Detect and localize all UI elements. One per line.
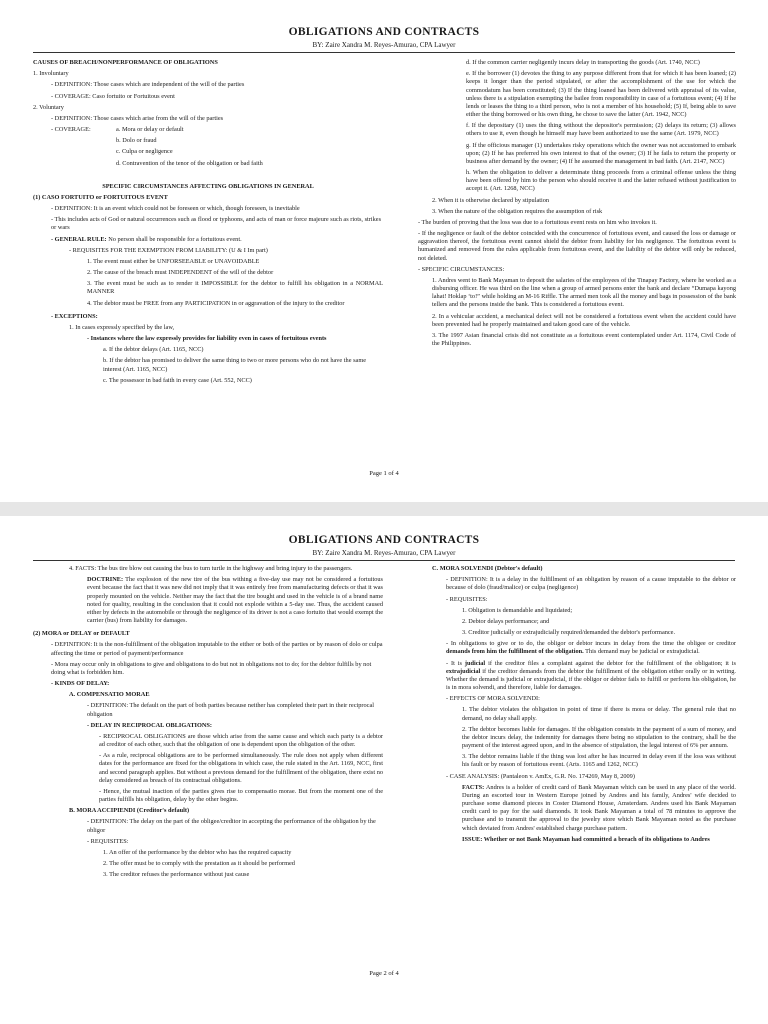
subheading: - SPECIFIC CIRCUMSTANCES: [418,265,505,273]
paragraph: - DEFINITION: Those cases which arise from the will of the parties [51,114,224,122]
paragraph: - Hence, the mutual inaction of the parties gives rise to compensatio morae. But from the moment one of the parties fulfills his obligation, delay by the other begins. [99,787,383,804]
list-item: 1. The debtor violates the obligation in point of time if there is mora or delay. The general rule that no demand, no delay shall apply. [462,706,736,722]
text: - In obligations to give or to do, the obligor or debtor incurs in delay from the time the obligee or creditor [446,640,736,648]
text: if the creditor files a complaint against the debtor for the fulfillment of the obligation; it is [485,659,737,667]
paragraph [418,640,736,656]
paragraph: - DEFINITION: It is a delay in the fulfillment of an obligation by reason of a cause imputable to the debtor or because of dolo (fraud/malice) or culpa (negligence) [446,576,736,592]
coverage-row [33,126,383,134]
paragraph: - REQUISITES: [87,837,129,845]
paragraph: - If the negligence or fault of the debtor coincided with the concurrence of fortuitous event, and caused the loss or damage or aggravation thereof, the fortuitous event cannot shield the debtor from liability for his negligence. The fortuitous event is humanized and removed from the rules applicable from fortuitous event, and the liability of the debtor will only be reduced, not deleted. [418,230,736,262]
heading: CAUSES OF BREACH/NONPERFORMANCE OF OBLIGATIONS [33,59,218,66]
facts-paragraph [418,784,736,833]
issue-paragraph: ISSUE: Whether or not Bank Mayaman had committed a breach of its obligations to Andres [462,835,710,843]
label: - GENERAL RULE: [51,235,107,243]
label: FACTS: [462,783,485,791]
list-item: 1. Obligation is demandable and liquidated; [462,606,573,614]
subheading: A. COMPENSATIO MORAE [69,691,150,699]
page-2-left-column [33,565,383,880]
paragraph: - COVERAGE: Caso fortuito or Fortuitous event [51,92,175,100]
label: DOCTRINE: [87,576,124,584]
page-number: Page 1 of 4 [369,470,399,477]
list-item: 2. In a vehicular accident, a mechanical defect will not be considered a fortuitous event when the accident could have been prevented had he properly maintained and taken good care of the vehicle. [432,312,736,328]
document-title: OBLIGATIONS AND CONTRACTS [288,534,480,546]
paragraph [33,236,383,244]
paragraph: - REQUISITES: [446,595,488,603]
paragraph: - DEFINITION: The delay on the part of the obligee/creditor in accepting the performance of the obligation by the obligor [87,818,376,834]
list-item: f. If the depositary (1) uses the thing without the depositor's permission; (2) delays its return; (3) allows others to use it, even though he himself may have been authorized to use the same (Art. 1979, NCC) [466,122,736,138]
subheading: C. MORA SOLVENDI (Debtor's default) [432,565,543,572]
emphasis: judicial [464,659,486,667]
page-number: Page 2 of 4 [369,970,399,977]
paragraph: - EFFECTS OF MORA SOLVENDI: [446,695,540,703]
subheading: B. MORA ACCIPIENDI (Creditor's default) [69,807,190,815]
text: Andres is a holder of credit card of Bank Mayaman which can be used in any place of the world. During an escorted tour in Western Europe joined by Andres and his family, Andres' wife decided to purchase some diamond pieces in Coster Diamond House, Amsterdam. Andres used his Bank Mayaman credit card to pay for the said diamonds. It took Bank Mayaman a total of 78 minutes to approve the purchase and to transmit the approval to the jewelry store which Bank Mayaman noted as the purchase which deviated from Andres' established charge purchase pattern. [462,783,736,832]
list-item: 3. The debtor remains liable if the thing was lost after he has incurred in delay even if the loss was without his fault or by reason of fortuitous event. (Arts. 1165 and 1262, NCC) [462,753,736,769]
subheading: - DELAY IN RECIPROCAL OBLIGATIONS: [87,721,213,729]
header-rule [33,560,735,561]
label: - COVERAGE: [51,126,91,134]
paragraph: - DEFINITION: It is the non-fulfillment of the obligation imputable to the either or both of the parties or by reason of dolo or culpa affecting the time or period of payment/performance [51,641,383,657]
paragraph: - DEFINITION: The default on the part of both parties because neither has completed their part in their reciprocal obligation [87,702,374,718]
list-item: 3. The event must be such as to render it IMPOSSIBLE for the debtor to fulfill his obligation in a NORMAL MANNER [87,280,383,296]
list-item: 2. The debtor becomes liable for damages. If the obligation consists in the payment of a sum of money, and the debtor incurs delay, the indemnity for damages there being no stipulation to the contrary, shall be the payment of the interest agreed upon, and in the absence of stipulation, the legal interest of 6% per annum. [462,725,736,750]
list-item: a. If the debtor delays (Art. 1165, NCC) [103,346,204,354]
list-item: a. Mora or delay or default [116,126,184,134]
paragraph: - DEFINITION: Those cases which are independent of the will of the parties [51,81,245,89]
text: This demand may be judicial or extrajudicial. [583,648,700,656]
header-rule [33,52,735,53]
emphasis: demands from him the fulfillment of the obligation. [446,648,584,656]
paragraph: - REQUISITES FOR THE EXEMPTION FROM LIABILITY: (U & I Im part) [69,246,268,254]
list-item: 3. The 1997 Asian financial crisis did not constitute as a fortuitous event contemplated under Art. 1174, Civil Code of the Philippines. [432,331,736,348]
paragraph [418,660,736,693]
page-1-right-column [418,59,736,348]
paragraph: - Instances where the law expressly provides for liability even in cases of fortuitous events [87,335,327,343]
paragraph: - Mora may occur only in obligations to give and obligations to do but not in obligations not to do; for the debtor fulfills by not doing what is forbidden him. [51,660,372,676]
subsection-heading: (2) MORA or DELAY or DEFAULT [33,630,130,638]
paragraph: - This includes acts of God or natural occurrences such as flood or typhoons, and acts of man or force majeure such as riots, strikes or wars [51,216,382,232]
list-item: 3. When the nature of the obligation requires the assumption of risk [432,207,603,215]
page-2 [0,516,768,1024]
document-byline: BY: Zaire Xandra M. Reyes-Amurao, CPA Lawyer [312,41,456,49]
list-item: 2. Debtor delays performance; and [462,617,550,625]
paragraph: - CASE ANALYSIS: (Pantaleon v. AmEx, G.R. No. 174269, May 8, 2009) [446,772,635,780]
heading: 1. Involuntary [33,70,69,78]
text: - It is [446,659,465,667]
list-item: 4. The debtor must be FREE from any PARTICIPATION in or aggravation of the injury to the creditor [87,299,345,307]
list-item: 1. Andres went to Bank Mayaman to deposit the salaries of the employees of the Tinapay Factory, where he worked as a disbursing officer. He was third on the line when a group of armed persons enter the bank and declare “Dumapa kayong lahat! Hoklap ‘to!” while holding an M-16 Riffle. The armed men took all the money and bags in possession of the bank tellers and the persons inside the bank. This is considered a fortuitous event. [432,276,736,309]
paragraph: - DEFINITION: It is an event which could not be foreseen or which, though foreseen, is inevitable [51,205,300,213]
doctrine-paragraph [33,576,383,625]
list-item: 2. The offer must be to comply with the prestation as it should be performed [103,860,295,868]
list-item: d. If the common carrier negligently incurs delay in transporting the goods (Art. 1740, NCC) [466,59,700,66]
list-item: h. When the obligation to deliver a determinate thing proceeds from a criminal offense unless the thing have been offered by him to the person who should receive it and the latter refused without justification to accept it. (Art. 1268, NCC) [466,169,736,193]
heading: 2. Voluntary [33,103,64,111]
list-item: 3. Creditor judicially or extrajudicially required/demanded the debtor's performance. [462,629,676,637]
paragraph: - As a rule, reciprocal obligations are to be performed simultaneously. The rule does not apply when different dates for the performance are fixed for the obligations in which case, the rule stated in the Art. 1169, NCC, first and second paragraph applies. But without a previous demand for the fulfillment of the obligation, there exist no delay considered as breach of its contractual obligations. [99,752,383,784]
list-item: b. Dolo or fraud [116,137,157,145]
paragraph: - The burden of proving that the loss was due to a fortuitous event rests on him who invokes it. [418,218,657,226]
list-item: c. The possessor in bad faith in every case (Art. 552, NCC) [103,376,252,384]
list-item: d. Contravention of the tenor of the obligation or bad faith [116,159,263,167]
paragraph: - RECIPROCAL OBLIGATIONS are those which arise from the same cause and which each party is a debtor ad creditor of each other, such that the obligation of one is dependent upon the obligation of the other. [99,732,383,749]
list-item: 1. In cases expressly specified by the law, [69,323,175,331]
list-item: c. Culpa or negligence [116,148,173,156]
document-byline: BY: Zaire Xandra M. Reyes-Amurao, CPA Lawyer [312,549,456,557]
subheading: - KINDS OF DELAY: [51,680,110,688]
page-1-left-column [33,59,383,385]
text: No person shall be responsible for a fortuitous event. [108,235,242,243]
list-item: 1. An offer of the performance by the debtor who has the required capacity [103,848,292,856]
list-item: 3. The creditor refuses the performance without just cause [103,871,250,879]
list-item: 2. The cause of the breach must INDEPENDENT of the will of the debtor [87,269,274,277]
text: The explosion of the new tire of the bus withing a five-day use may not be considered a fortuitous event because the fact that it was new did not imply that it was entirely free from manufacturing defects or that it was properly mounted on the vehicle. Neither may the fact that the tire bought and used in the vehicle is of a brand name noted for quality, resulting in the conclusion that it could not explode within a 5-day use. Thus, the accident caused either by defects in the automobile or through the negligence of its driver is not a caso fortuito that would exempt the carrier (bus) from liability for damages. [87,576,383,625]
subsection-heading: (1) CASO FORTUITO or FORTUITOUS EVENT [33,193,168,201]
page-1 [0,0,768,502]
list-item: 1. The event must either be UNFORSEEABLE or UNAVOIDABLE [87,257,260,265]
document-title: OBLIGATIONS AND CONTRACTS [288,26,480,38]
section-heading: SPECIFIC CIRCUMSTANCES AFFECTING OBLIGATIONS IN GENERAL [102,182,314,190]
emphasis: extrajudicial [446,667,481,675]
list-item: 2. When it is otherwise declared by stipulation [432,196,550,204]
list-item: e. If the borrower (1) devotes the thing to any purpose different from that for which it has been loaned; (2) keeps it longer than the period stipulated, or after the accomplishment of the use for which the commodatum has been constituted; (3) If the thing loaned has been delivered with appraisal of its value, unless there is a stipulation exempting the bailee from responsibility in case of a fortuitous event; (4) If he lends or leases the thing to a third person, who is not a member of his household; (5) If, being able to save either the thing borrowed or his own thing, he chose to save the latter (Art. 1942, NCC) [466,70,736,119]
list-item: g. If the officious manager (1) undertakes risky operations which the owner was not accustomed to embark upon; (2) If he has preferred his own interest to that of the owner; (3) If he fails to return the property or business after demand by the owner; (4) If he assumed the management in bad faith. (Art. 2147, NCC) [466,141,736,165]
subheading: - EXCEPTIONS: [51,312,98,320]
text: if the creditor demands from the debtor the fulfillment of the obligation either orally or in writing. Whether the demand is judicial or extrajudicial, if the obligor or debtor fails to fulfill or perform his obligation, he is in mora solvendi, and therefore, liable for damages. [446,667,736,692]
list-item: b. If the debtor has promised to deliver the same thing to two or more persons who do not have the same interest (Art. 1165, NCC) [103,357,367,373]
list-item: 4. FACTS: The bus tire blow out causing the bus to turn turtle in the highway and bring injury to the passengers. [69,565,353,572]
page-2-right-column [418,565,736,844]
